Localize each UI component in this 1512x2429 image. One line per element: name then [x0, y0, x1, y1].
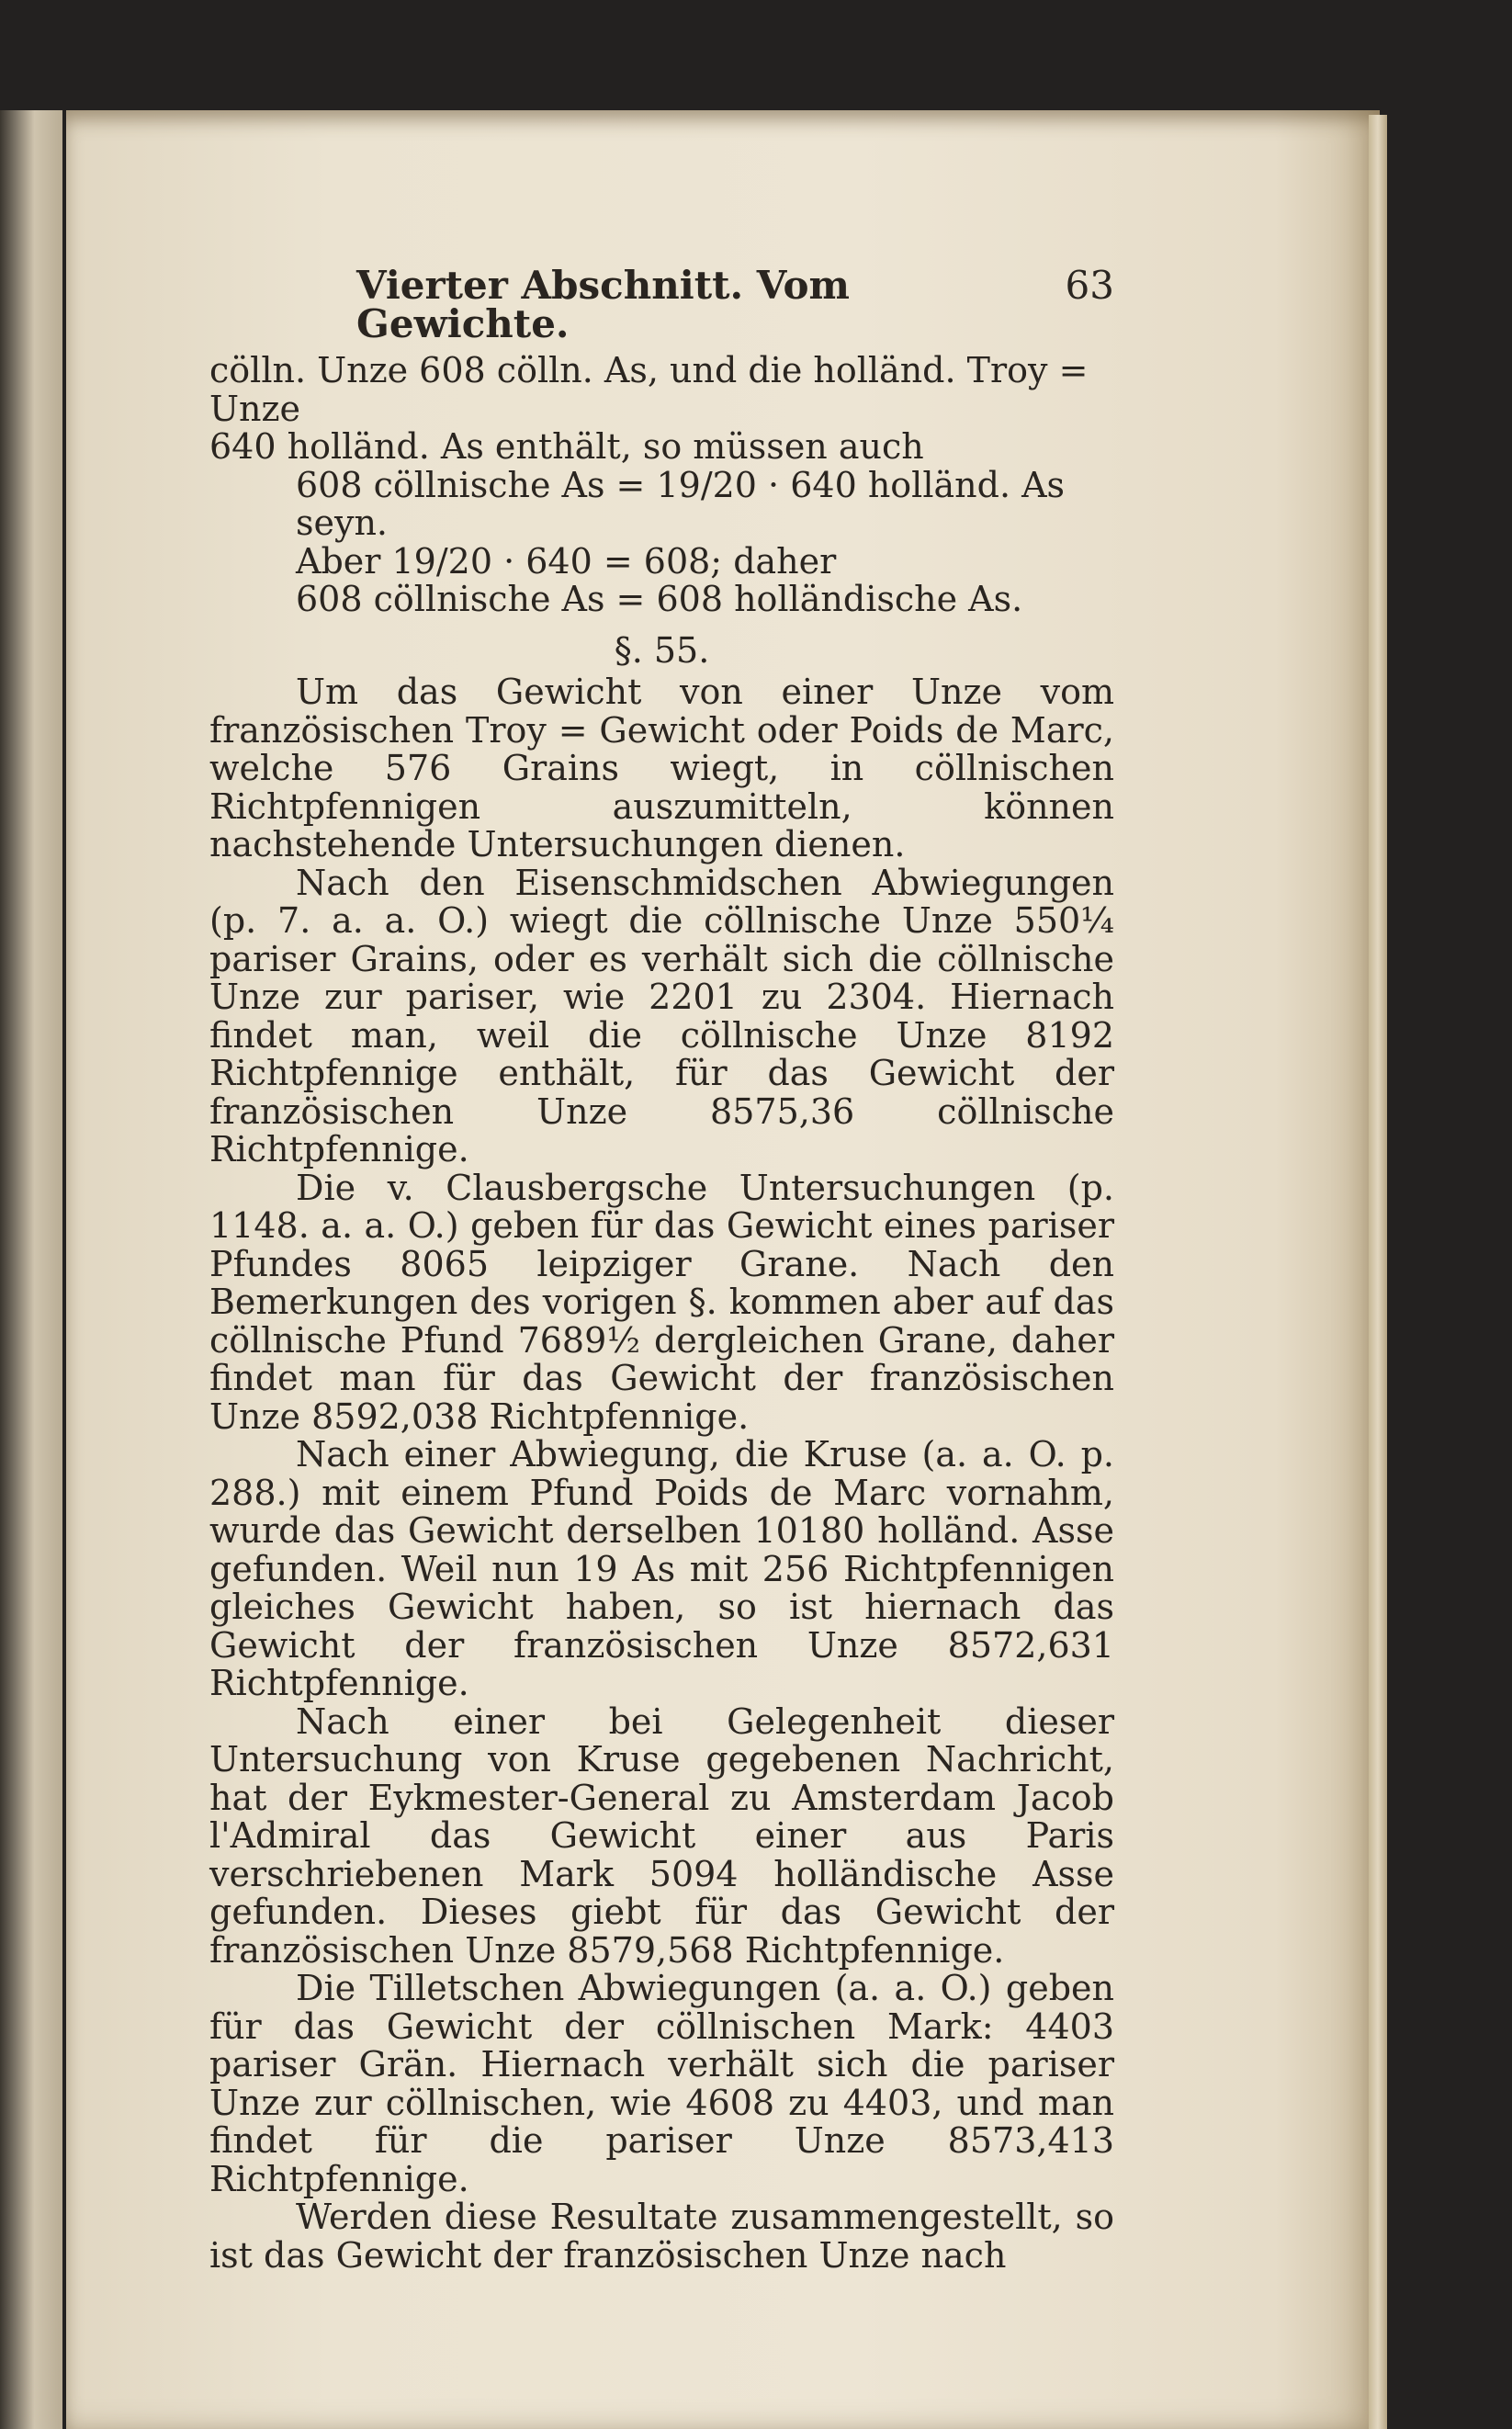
page-text — [209, 263, 1114, 2276]
running-head-title: Vierter Abschnitt. Vom Gewichte. — [356, 263, 850, 346]
section-heading: §. 55. — [614, 629, 710, 671]
facing-page-edge — [0, 110, 62, 2429]
paragraph: Nach einer Abwiegung, die Kruse (a. a. O. p. 288.) mit einem Pfund Poids de Marc vornahm, wurde das Gewicht derselben 10180 holländ. Asse gefunden. Weil nun 19 As mit 256 Richtpfennigen gleiches Gewicht haben, so ist hiernach das Gewicht der französischen Unze 8572,631 Richtpfennige. — [209, 1434, 1114, 1703]
paragraph: Die v. Clausbergsche Untersuchungen (p. 1148. a. a. O.) geben für das Gewicht eines pariser Pfundes 8065 leipziger Grane. Nach den Bemerkungen des vorigen §. kommen aber auf das cöllnische Pfund 7689½ dergleichen Grane, daher findet man für das Gewicht der französischen Unze 8592,038 Richtpfennige. — [209, 1167, 1114, 1437]
paragraph: Nach einer bei Gelegenheit dieser Untersuchung von Kruse gegebenen Nachricht, hat der Eykmester-General zu Amsterdam Jacob l'Admiral das Gewicht einer aus Paris verschriebenen Mark 5094 holländische Asse gefunden. Dieses giebt für das Gewicht der französischen Unze 8579,568 Richtpfennige. — [209, 1700, 1114, 1971]
paragraph: Werden diese Resultate zusammengestellt, so ist das Gewicht der französischen Unze nach — [209, 2197, 1114, 2276]
equation-line: 608 cöllnische As = 19/20 · 640 holländ. As seyn. — [296, 464, 1066, 543]
page-number: 63 — [1065, 263, 1114, 308]
paragraph: Die Tilletschen Abwiegungen (a. a. O.) geben für das Gewicht der cöllnischen Mark: 4403 pariser Grän. Hiernach verhält sich die pariser Unze zur cöllnischen, wie 4608 zu 4403, und man findet für die pariser Unze 8573,413 Richtpfennige. — [209, 1968, 1114, 2199]
equation-line: Aber 19/20 · 640 = 608; daher — [296, 540, 837, 582]
running-head — [356, 263, 1114, 346]
paragraph: Um das Gewicht von einer Unze vom französischen Troy = Gewicht oder Poids de Marc, welche 576 Grains wiegt, in cöllnischen Richtpfennigen auszumitteln, können nachstehende Untersuchungen dienen. — [209, 672, 1114, 864]
intro-line: cölln. Unze 608 cölln. As, und die holländ. Troy = Unze — [209, 350, 1089, 429]
equation-line: 608 cöllnische As = 608 holländische As. — [296, 579, 1023, 619]
intro-line: 640 holländ. As enthält, so müssen auch — [209, 426, 924, 467]
page-fore-edge — [1369, 115, 1387, 2429]
paragraph: Nach den Eisenschmidschen Abwiegungen (p. 7. a. a. O.) wiegt die cöllnische Unze 550¼ pariser Grains, oder es verhält sich die cöllnische Unze zur pariser, wie 2201 zu 2304. Hiernach findet man, weil die cöllnische Unze 8192 Richtpfennige enthält, für das Gewicht der französischen Unze 8575,36 cöllnische Richtpfennige. — [209, 862, 1114, 1169]
